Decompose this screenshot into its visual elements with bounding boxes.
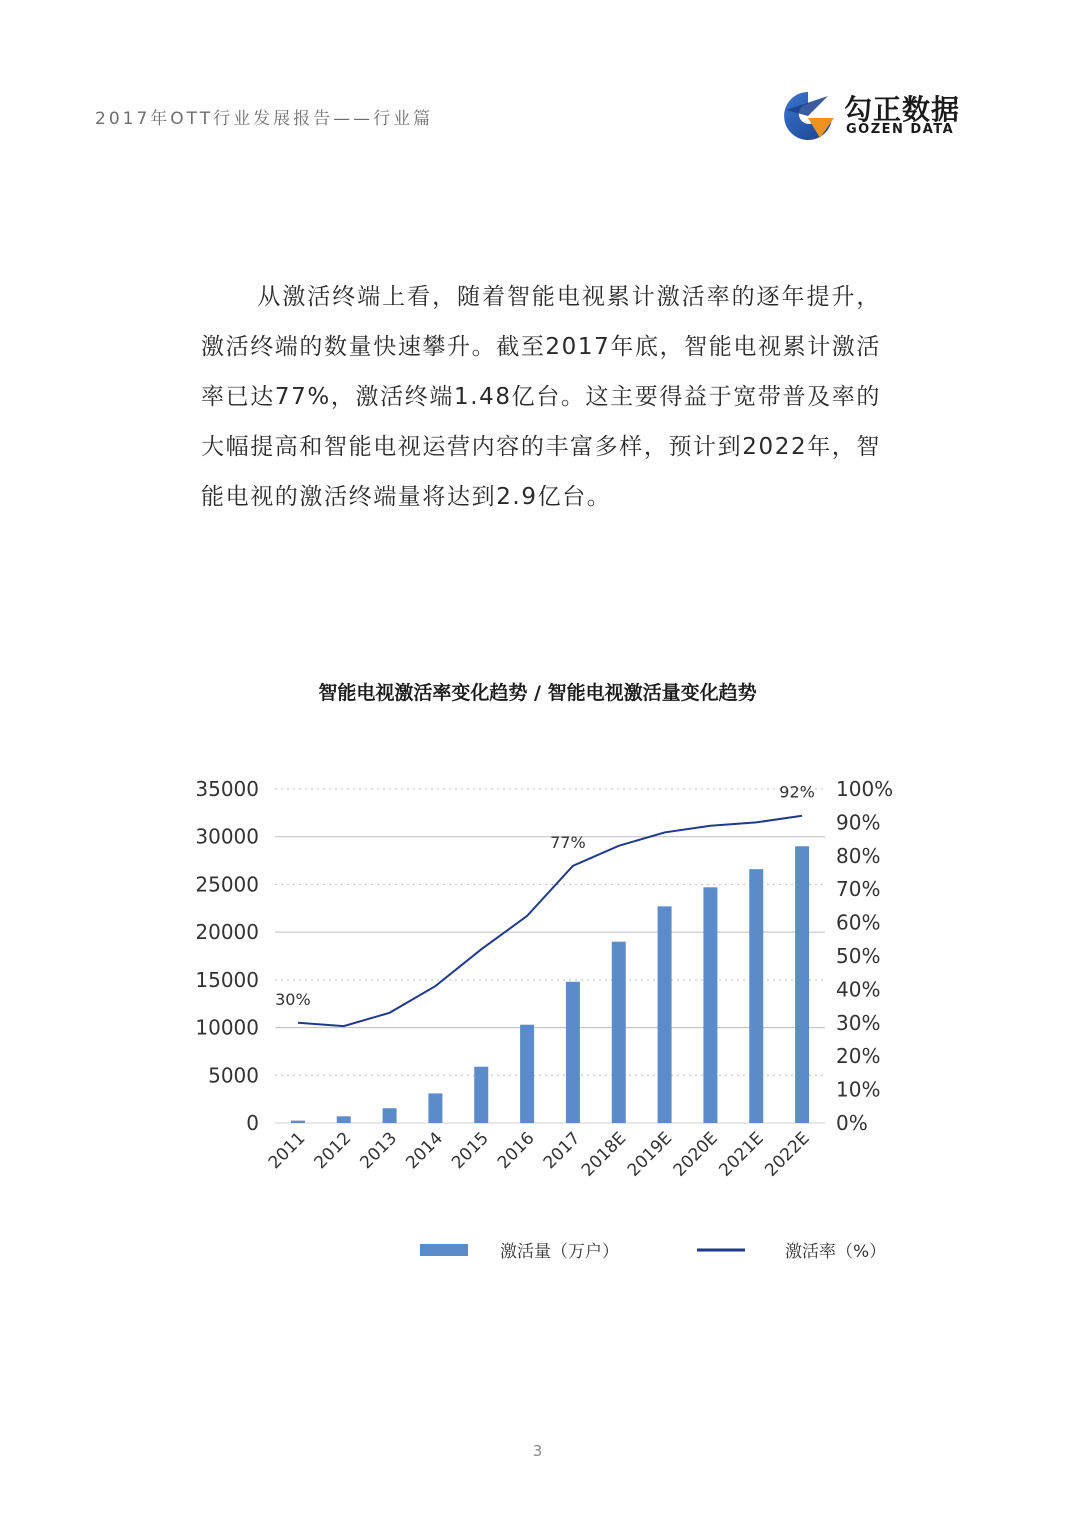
- x-tick-label: 2012: [310, 1128, 356, 1174]
- activation-chart: [0, 760, 1075, 1280]
- bar-activation-volume: [291, 1121, 305, 1123]
- bar-activation-volume: [612, 942, 626, 1123]
- bar-activation-volume: [383, 1108, 397, 1123]
- paragraph-text: 从激活终端上看，随着智能电视累计激活率的逐年提升，激活终端的数量快速攀升。截至2017年底，智能电视累计激活率已达77%，激活终端1.48亿台。这主要得益于宽带普及率的大幅提高和智能电视运营内容的丰富多样，预计到2022年，智能电视的激活终端量将达到2.9亿台。: [201, 284, 881, 510]
- y-right-tick-label: 30%: [836, 1010, 881, 1035]
- y-left-tick-label: 30000: [195, 824, 259, 849]
- y-left-tick-label: 20000: [195, 920, 259, 945]
- y-right-tick-label: 70%: [836, 877, 881, 902]
- y-right-tick-label: 10%: [836, 1077, 881, 1102]
- x-tick-label: 2022E: [761, 1128, 814, 1181]
- chart-title: 智能电视激活率变化趋势 / 智能电视激活量变化趋势: [318, 682, 757, 704]
- legend-line-label: 激活率（%）: [785, 1242, 887, 1262]
- x-tick-label: 2015: [448, 1128, 493, 1174]
- x-tick-label: 2011: [264, 1128, 310, 1174]
- y-left-tick-label: 15000: [195, 967, 259, 992]
- bar-activation-volume: [474, 1067, 488, 1123]
- bar-activation-volume: [703, 887, 717, 1123]
- y-left-tick-label: 35000: [195, 777, 259, 801]
- logo-name-en: GOZEN DATA: [846, 122, 955, 137]
- bar-activation-volume: [566, 982, 580, 1123]
- logo-name-cn: 勾正数据: [844, 93, 961, 126]
- y-right-tick-label: 90%: [836, 810, 881, 835]
- line-data-label: 77%: [550, 832, 586, 852]
- report-header-title: 2017年OTT行业发展报告——行业篇: [95, 109, 434, 129]
- y-right-tick-label: 80%: [836, 843, 881, 868]
- bar-activation-volume: [749, 869, 763, 1123]
- legend-bar-label: 激活量（万户）: [500, 1242, 619, 1262]
- y-right-tick-label: 40%: [836, 977, 881, 1002]
- line-data-label: 30%: [275, 989, 311, 1009]
- bar-activation-volume: [658, 906, 672, 1123]
- body-paragraph: [201, 272, 881, 522]
- x-tick-label: 2020E: [669, 1128, 722, 1181]
- legend-bar-swatch: [420, 1244, 468, 1256]
- bar-activation-volume: [795, 846, 809, 1123]
- bar-activation-volume: [337, 1116, 351, 1123]
- y-right-tick-label: 20%: [836, 1044, 881, 1069]
- y-left-tick-label: 10000: [195, 1015, 259, 1040]
- y-left-tick-label: 5000: [208, 1063, 259, 1088]
- x-tick-label: 2016: [493, 1128, 539, 1174]
- y-left-tick-label: 25000: [195, 872, 259, 897]
- gozen-g-logo-icon: [778, 88, 838, 144]
- x-tick-label: 2013: [356, 1128, 402, 1174]
- y-right-tick-label: 50%: [836, 944, 881, 968]
- page-number: 3: [532, 1442, 543, 1460]
- y-right-tick-label: 100%: [836, 777, 894, 801]
- bar-activation-volume: [428, 1093, 442, 1123]
- x-tick-label: 2014: [402, 1128, 447, 1174]
- x-tick-label: 2018E: [577, 1128, 631, 1181]
- x-tick-label: 2017: [539, 1128, 585, 1174]
- x-tick-label: 2019E: [623, 1128, 677, 1181]
- line-data-label: 92%: [779, 782, 815, 802]
- y-right-tick-label: 0%: [836, 1111, 868, 1135]
- company-logo: [778, 88, 978, 144]
- y-left-tick-label: 0: [246, 1111, 259, 1135]
- y-right-tick-label: 60%: [836, 910, 881, 935]
- x-tick-label: 2021E: [715, 1128, 768, 1181]
- bar-activation-volume: [520, 1025, 534, 1123]
